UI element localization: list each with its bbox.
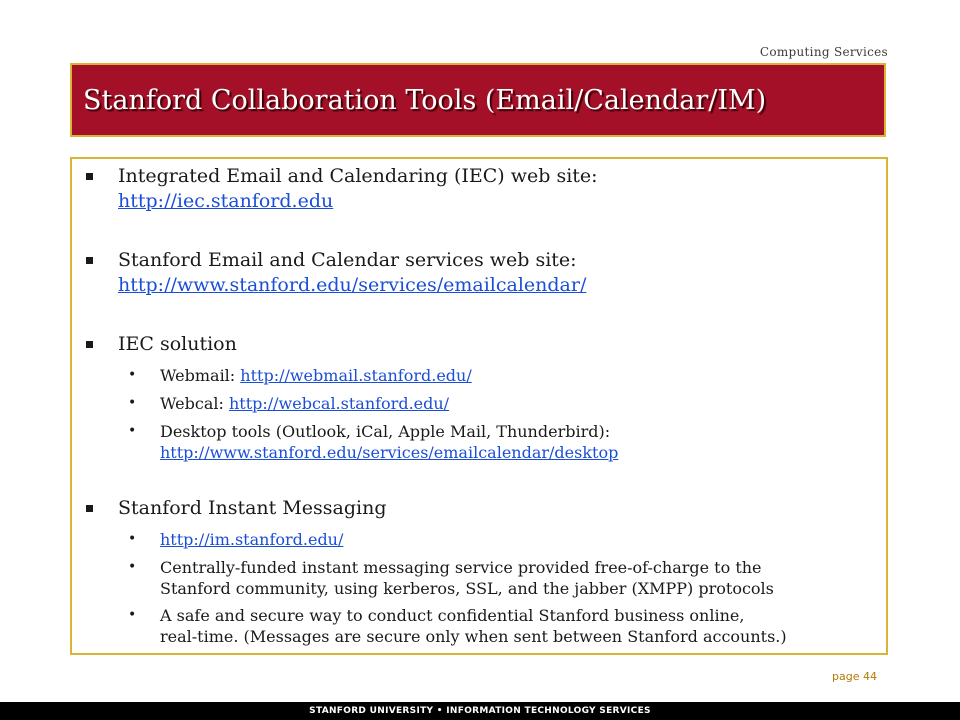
sub-item-text-line: real-time. (Messages are secure only when sent between Stanford accounts.): [160, 627, 787, 646]
dot-bullet-icon: •: [128, 423, 137, 439]
desktop-tools-link[interactable]: http://www.stanford.edu/services/emailcalendar/desktop: [160, 443, 619, 462]
content-box: [70, 157, 888, 655]
bullet-text: Integrated Email and Calendaring (IEC) web site:: [118, 165, 598, 187]
sub-item-text-line: Stanford community, using kerberos, SSL, and the jabber (XMPP) protocols: [160, 579, 774, 598]
dot-bullet-icon: •: [128, 395, 137, 411]
sub-item-text: Desktop tools (Outlook, iCal, Apple Mail, Thunderbird):: [160, 422, 611, 441]
department-label: Computing Services: [759, 45, 888, 59]
services-site-link[interactable]: http://www.stanford.edu/services/emailcalendar/: [118, 274, 587, 296]
dot-bullet-icon: •: [128, 607, 137, 623]
webcal-link[interactable]: http://webcal.stanford.edu/: [228, 394, 450, 413]
dot-bullet-icon: •: [128, 367, 137, 383]
dot-bullet-icon: •: [128, 559, 137, 575]
im-link[interactable]: http://im.stanford.edu/: [160, 530, 344, 549]
square-bullet-icon: [86, 173, 93, 180]
page-number: page 44: [832, 670, 877, 683]
bullet-text: IEC solution: [118, 333, 237, 355]
square-bullet-icon: [86, 341, 93, 348]
sub-item-prefix: Webcal:: [160, 394, 229, 413]
bullet-text: Stanford Email and Calendar services web site:: [118, 249, 577, 271]
square-bullet-icon: [86, 257, 93, 264]
square-bullet-icon: [86, 505, 93, 512]
webmail-link[interactable]: http://webmail.stanford.edu/: [240, 366, 472, 385]
dot-bullet-icon: •: [128, 531, 137, 547]
slide-title: Stanford Collaboration Tools (Email/Calendar/IM): [83, 85, 767, 116]
sub-item-text-line: Centrally-funded instant messaging service provided free-of-charge to the: [160, 558, 762, 577]
footer-bar: STANFORD UNIVERSITY • INFORMATION TECHNOLOGY SERVICES: [0, 702, 960, 720]
iec-site-link[interactable]: http://iec.stanford.edu: [118, 190, 334, 212]
sub-item-prefix: Webmail:: [160, 366, 241, 385]
sub-item-text-line: A safe and secure way to conduct confidential Stanford business online,: [160, 606, 745, 625]
title-bar: [70, 63, 886, 137]
bullet-text: Stanford Instant Messaging: [118, 497, 387, 519]
